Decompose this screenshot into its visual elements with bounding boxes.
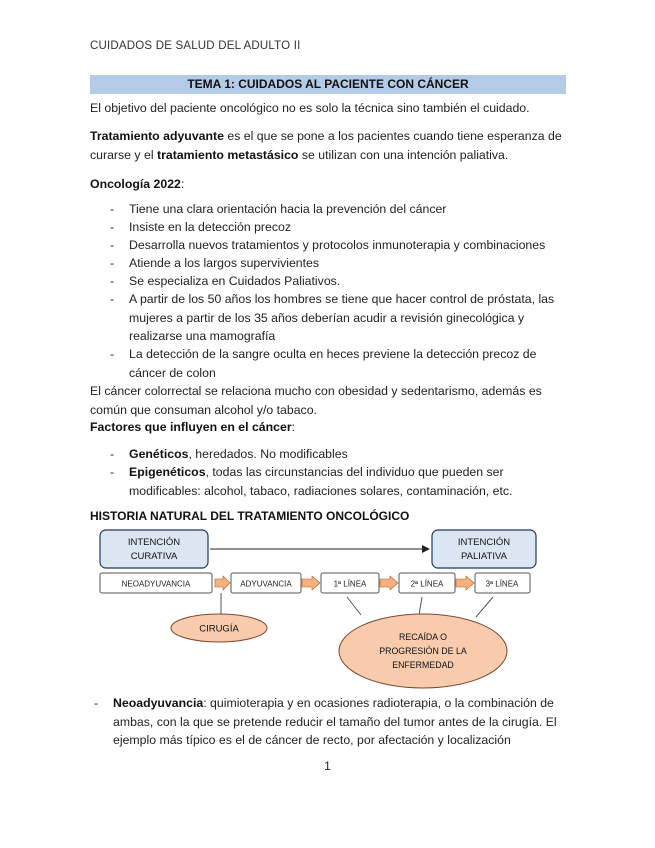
list-item [112, 272, 567, 291]
cirugia-label: CIRUGÍA [199, 623, 239, 635]
oncologia-heading [90, 175, 568, 194]
epigeneticos-term: Epigenéticos [129, 465, 206, 479]
list-item [112, 290, 567, 346]
list-item-text: A partir de los 50 años los hombres se tiene que hacer control de próstata, las mujeres a partir de los 35 años deberían acudir a revisión ginecológica y realizarse una mamografía [129, 292, 555, 343]
recaida-connector-2 [419, 597, 422, 615]
bullet-dash: - [110, 274, 115, 288]
list-item [112, 236, 567, 255]
neoadyuvancia-term: Neoadyuvancia [113, 696, 204, 710]
bullet-dash: - [110, 238, 115, 252]
factores-heading-colon: : [291, 420, 296, 434]
chapter-title: TEMA 1: CUIDADOS AL PACIENTE CON CÁNCER [90, 75, 566, 94]
geneticos-text: , heredados. No modificables [188, 447, 348, 461]
treatment-paragraph [90, 127, 568, 164]
flow-arrow-3 [380, 576, 398, 590]
geneticos-term: Genéticos [129, 447, 189, 461]
recaida-connector-1 [347, 597, 361, 615]
list-item-text: La detección de la sangre oculta en heces previene la detección precoz de cáncer de colon [129, 347, 537, 380]
running-header: CUIDADOS DE SALUD DEL ADULTO II [90, 40, 301, 52]
neoadyuvancia-label: NEOADYUVANCIA [121, 579, 191, 589]
bullet-dash: - [110, 465, 115, 479]
oncologia-heading-colon: : [180, 177, 185, 191]
bullet-dash: - [110, 447, 115, 461]
list-item [112, 218, 567, 237]
bullet-dash: - [110, 347, 115, 361]
bullet-dash: - [110, 256, 115, 270]
metastatic-term: tratamiento metastásico [156, 147, 299, 162]
recaida-label-1: RECAÍDA O [399, 632, 447, 642]
list-item-text: Insiste en la detección precoz [129, 220, 292, 234]
flow-arrow-2 [302, 576, 320, 590]
list-item-text [129, 463, 567, 500]
bullet-dash: - [110, 220, 115, 234]
recaida-connector-3 [476, 597, 493, 617]
list-item-text: Tiene una clara orientación hacia la prevención del cáncer [129, 202, 447, 216]
epigeneticos-text: , todas las circunstancias del individuo que pueden ser modificables: alcohol, tabaco, radiaciones solares, contaminación, etc. [129, 465, 513, 498]
list-item [112, 463, 567, 500]
bullet-dash: - [110, 292, 115, 306]
curativa-box [100, 530, 208, 568]
list-item [112, 345, 567, 382]
list-item-text [113, 694, 569, 750]
flow-arrow-4 [456, 576, 474, 590]
factores-heading-text: Factores que influyen en el cáncer [90, 420, 292, 434]
intro-paragraph: El objetivo del paciente oncológico no es solo la técnica sino también el cuidado. [90, 101, 530, 115]
list-item [112, 254, 567, 273]
bullet-dash: - [110, 202, 115, 216]
bullet-dash: - [94, 696, 99, 710]
curativa-label-1: INTENCIÓN [127, 537, 181, 548]
treatment-text-1: es el que se pone a los pacientes cuando tiene esperanza de curarse y el [90, 129, 562, 162]
adjuvant-term: Tratamiento adyuvante [90, 129, 224, 143]
neoadyuvancia-text: : quimioterapia y en ocasiones radioterapia, o la combinación de ambas, con la que se pretende reducir el tamaño del tumor antes de la cirugía. El ejemplo más típico es el de cáncer de recto, por afectación y localización [113, 696, 557, 747]
linea-3-label: 3ª LÍNEA [485, 579, 519, 589]
paliativa-label-1: INTENCIÓN [457, 537, 511, 548]
factores-heading [90, 418, 568, 437]
list-item [112, 200, 567, 219]
list-item-text: Se especializa en Cuidados Paliativos. [129, 274, 341, 288]
adyuvancia-label: ADYUVANCIA [240, 579, 292, 589]
curativa-label-2: CURATIVA [130, 551, 178, 562]
list-item [112, 445, 567, 464]
list-item-text: Atiende a los largos supervivientes [129, 256, 320, 270]
oncologia-heading-text: Oncología 2022 [90, 177, 181, 191]
page-number: 1 [324, 759, 331, 773]
list-item-text [129, 445, 567, 464]
paliativa-label-2: PALIATIVA [461, 551, 507, 562]
colorrectal-paragraph: El cáncer colorrectal se relaciona mucho con obesidad y sedentarismo, además es común que consuman alcohol y/o tabaco. [90, 384, 542, 417]
recaida-label-2: PROGRESIÓN DE LA [379, 646, 467, 656]
linea-2-label: 2ª LÍNEA [410, 579, 444, 589]
flow-arrow-1 [215, 576, 230, 590]
recaida-label-3: ENFERMEDAD [392, 660, 454, 670]
list-item [96, 694, 569, 750]
paliativa-box [432, 530, 536, 568]
treatment-history-diagram [88, 527, 558, 692]
list-item-text: Desarrolla nuevos tratamientos y protocolos inmunoterapia y combinaciones [129, 238, 546, 252]
linea-1-label: 1ª LÍNEA [333, 579, 367, 589]
historia-heading: HISTORIA NATURAL DEL TRATAMIENTO ONCOLÓGICO [90, 509, 410, 523]
treatment-text-2: se utilizan con una intención paliativa. [298, 147, 509, 162]
